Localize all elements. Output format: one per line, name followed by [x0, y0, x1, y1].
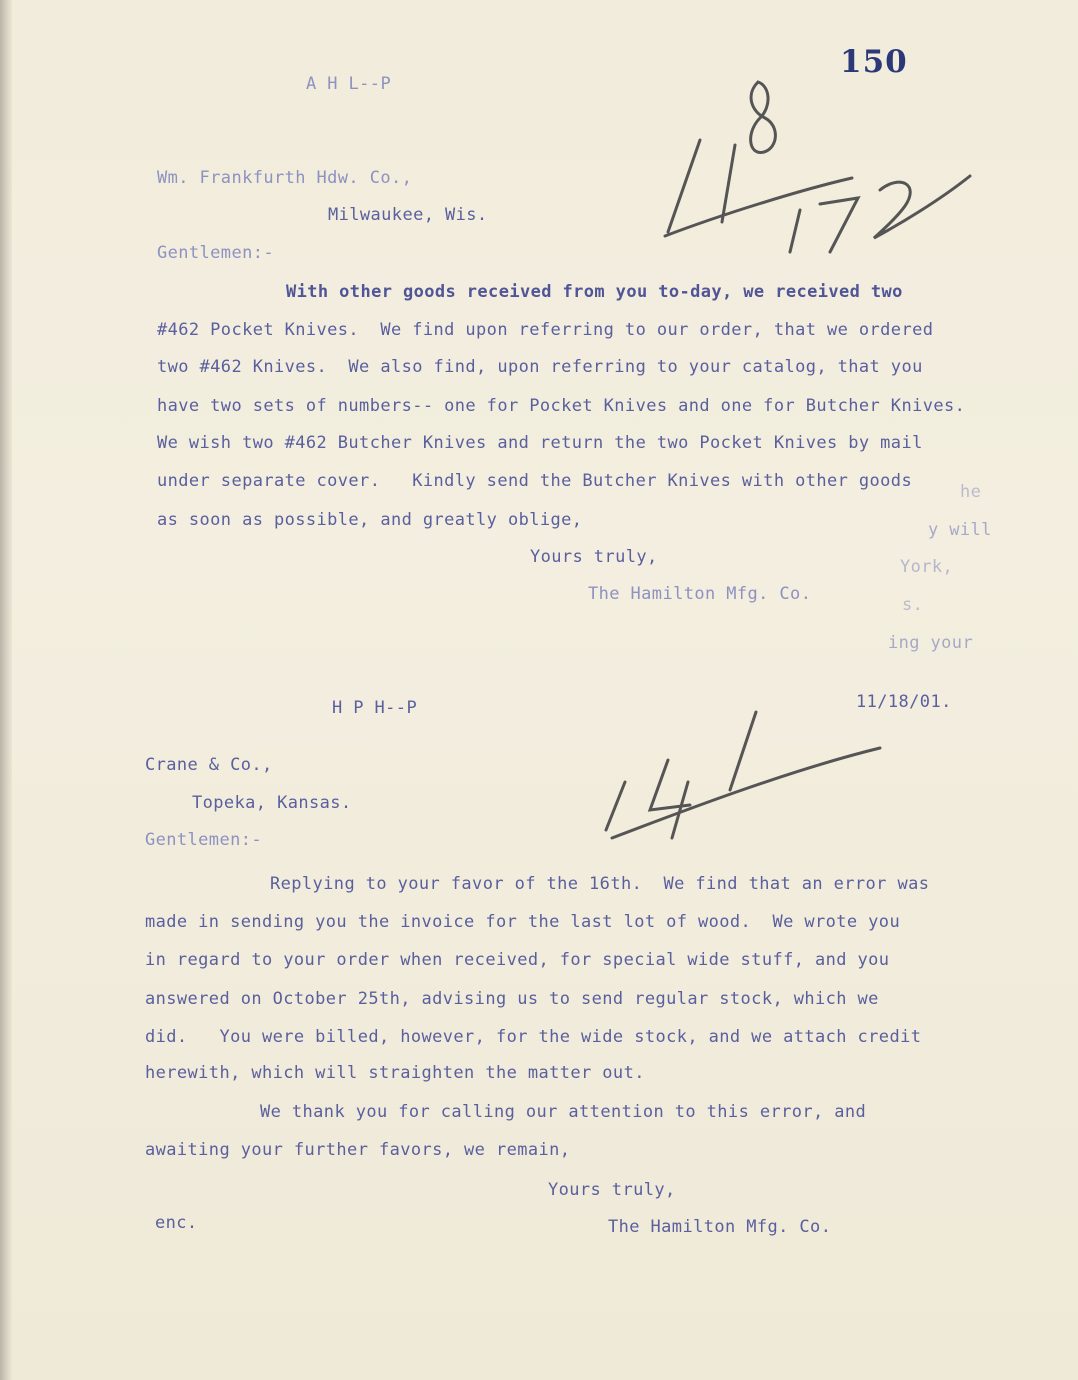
handwritten-141	[606, 712, 880, 838]
letter1-signature: The Hamilton Mfg. Co.	[588, 584, 812, 604]
bleed-through-text: York,	[900, 557, 954, 577]
letter1-salutation: Gentlemen:-	[157, 243, 274, 263]
letter2-closing: Yours truly,	[548, 1180, 676, 1200]
letter2-salutation: Gentlemen:-	[145, 830, 262, 850]
letter2-body-line: made in sending you the invoice for the last lot of wood. We wrote you	[145, 912, 901, 932]
letter2-body-line: did. You were billed, however, for the wide stock, and we attach credit	[145, 1027, 922, 1047]
letter1-closing: Yours truly,	[530, 547, 658, 567]
letter1-body-line: two #462 Knives. We also find, upon referring to your catalog, that you	[157, 357, 923, 377]
letter1-initials: A H L--P	[306, 74, 392, 94]
letter2-body-line: answered on October 25th, advising us to send regular stock, which we	[145, 989, 879, 1009]
letter2-body-line: in regard to your order when received, for special wide stuff, and you	[145, 950, 890, 970]
letter2-body-line: herewith, which will straighten the matter out.	[145, 1063, 645, 1083]
letter2-date: 11/18/01.	[856, 692, 952, 712]
letter1-body-line: We wish two #462 Butcher Knives and return the two Pocket Knives by mail	[157, 433, 923, 453]
letter1-recipient-name: Wm. Frankfurth Hdw. Co.,	[157, 168, 413, 188]
letter2-body-line: Replying to your favor of the 16th. We find that an error was	[270, 874, 930, 894]
letter1-body-line: #462 Pocket Knives. We find upon referring to our order, that we ordered	[157, 320, 934, 340]
letter1-body-line: as soon as possible, and greatly oblige,	[157, 510, 583, 530]
letter1-body-line: under separate cover. Kindly send the Butcher Knives with other goods	[157, 471, 913, 491]
letter2-recipient-name: Crane & Co.,	[145, 755, 273, 775]
bleed-through-text: ing your	[888, 633, 974, 653]
letter2-initials: H P H--P	[332, 698, 418, 718]
bleed-through-text: s.	[902, 595, 924, 615]
letter2-recipient-city: Topeka, Kansas.	[192, 793, 352, 813]
handwritten-118-over-172	[665, 82, 970, 252]
letter1-body-line: have two sets of numbers-- one for Pocket Knives and one for Butcher Knives.	[157, 396, 966, 416]
letter2-enclosure: enc.	[155, 1213, 198, 1233]
letter2-body-line: We thank you for calling our attention to this error, and	[260, 1102, 867, 1122]
bleed-through-text: y will	[928, 520, 992, 540]
letter2-signature: The Hamilton Mfg. Co.	[608, 1217, 832, 1237]
letter1-body-line: With other goods received from you to-day, we received two	[286, 282, 903, 302]
letter1-recipient-city: Milwaukee, Wis.	[328, 205, 488, 225]
page-number-stamp: 150	[840, 44, 908, 80]
bleed-through-text: he	[960, 482, 982, 502]
letter2-body-line: awaiting your further favors, we remain,	[145, 1140, 571, 1160]
